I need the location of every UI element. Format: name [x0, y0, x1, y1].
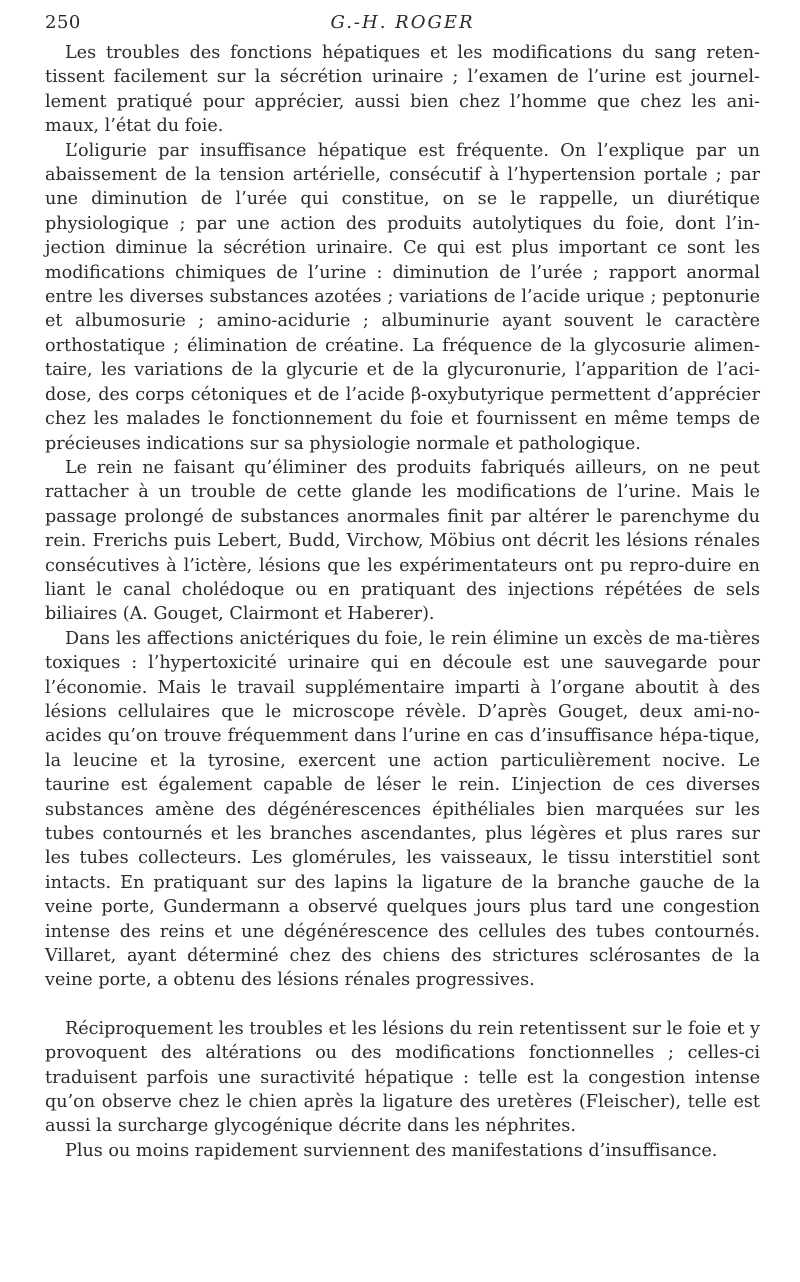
page	[45, 8, 760, 1163]
paragraph: Plus ou moins rapidement surviennent des manifestations d’insuffisance.	[65, 1140, 718, 1161]
paragraph: Le rein ne faisant qu’éliminer des produits fabriqués ailleurs, on ne peut rattacher à un trouble de cette glande les modifications de l’urine. Mais le passage prolongé de substances anormales finit par altérer le parenchyme du rein. Frerichs puis Lebert, Budd, Virchow, Möbius ont décrit les lésions rénales consécutives à l’ictère, lésions que les expérimentateurs ont pu repro-duire en liant le canal cholédoque ou en pratiquant des injections répétées de sels biliaires (A. Gouget, Clairmont et Haberer).	[45, 457, 760, 625]
running-head	[45, 8, 760, 38]
paragraph: Dans les affections anictériques du foie, le rein élimine un excès de ma-tières toxiques : l’hypertoxicité urinaire qui en découle est une sauvegarde pour l’économie. Mais le travail supplémentaire imparti à l’organe aboutit à des lésions cellulaires que le microscope révèle. D’après Gouget, deux ami-no-acides qu’on trouve fréquemment dans l’urine en cas d’insuffisance hépa-tique, la leucine et la tyrosine, exercent une action particulièrement nocive. Le taurine est également capable de léser le rein. L’injection de ces diverses substances amène des dégénérescences épithéliales bien marquées sur les tubes contournés et les branches ascendantes, plus légères et plus rares sur les tubes collecteurs. Les glomérules, les vaisseaux, le tissu interstitiel sont intacts. En pratiquant sur des lapins la ligature de la branche gauche de la veine porte, Gundermann a observé quelques jours plus tard une congestion intense des reins et une dégénérescence des cellules des tubes contournés. Villaret, ayant déterminé chez des chiens des strictures sclérosantes de la veine porte, a obtenu des lésions rénales progressives.	[45, 628, 760, 991]
body-text	[45, 41, 760, 1163]
page-number: 250	[45, 12, 81, 33]
paragraph: Les troubles des fonctions hépatiques et les modifications du sang reten-tissent facilement sur la sécrétion urinaire ; l’examen de l’urine est journel-lement pratiqué pour apprécier, aussi bien chez l’homme que chez les ani-maux, l’état du foie.	[45, 43, 760, 137]
paragraph: L’oligurie par insuffisance hépatique est fréquente. On l’explique par un abaissement de la tension artérielle, consécutif à l’hypertension portale ; par une diminution de l’urée qui constitue, on se le rappelle, un diurétique physiologique ; par une action des produits autolytiques du foie, dont l’in-jection diminue la sécrétion urinaire. Ce qui est plus important ce sont les modifications chimiques de l’urine : diminution de l’urée ; rapport anormal entre les diverses substances azotées ; variations de l’acide urique ; peptonurie et albumosurie ; amino-acidurie ; albuminurie ayant souvent le caractère orthostatique ; élimination de créatine. La fréquence de la glycosurie alimen-taire, les variations de la glycurie et de la glycuronurie, l’apparition de l’aci-dose, des corps cétoniques et de l’acide β-oxybutyrique permettent d’apprécier chez les malades le fonctionnement du foie et fournissent en même temps de précieuses indications sur sa physiologie normale et pathologique.	[45, 140, 760, 454]
running-title: G.-H. ROGER	[330, 12, 475, 33]
paragraph: Réciproquement les troubles et les lésions du rein retentissent sur le foie et y provoquent des altérations ou des modifications fonctionnelles ; celles-ci traduisent parfois une suractivité hépatique : telle est la congestion intense qu’on observe chez le chien après la ligature des uretères (Fleischer), telle est aussi la surcharge glycogénique décrite dans les néphrites.	[45, 1018, 760, 1137]
